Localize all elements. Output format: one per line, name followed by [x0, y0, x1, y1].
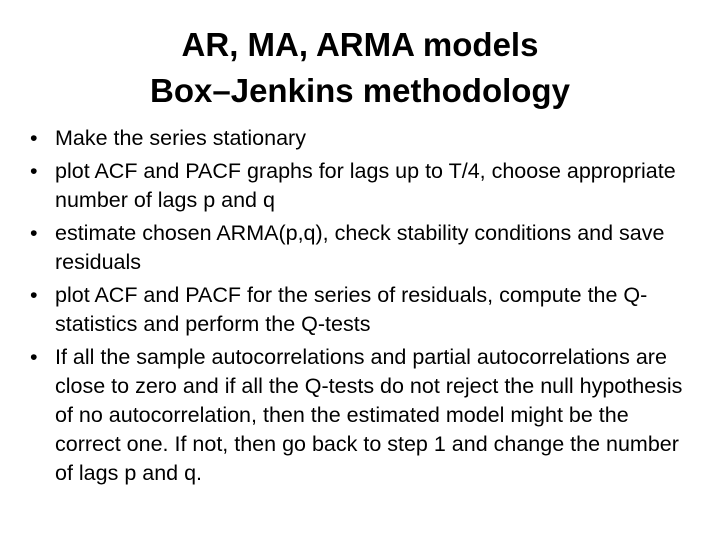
title-line-1: AR, MA, ARMA models: [181, 26, 539, 63]
bullet-item: [30, 343, 698, 488]
bullet-text: If all the sample autocorrelations and partial autocorrelations are close to zero and if all the Q-tests do not reject the null hypothesis of no autocorrelation, then the estimated model might be the correct one. If not, then go back to step 1 and change the number of lags p and q.: [55, 345, 683, 485]
bullet-icon: •: [30, 159, 38, 183]
bullet-icon: •: [30, 221, 38, 245]
bullet-item: [30, 219, 698, 277]
bullet-item: [30, 281, 698, 339]
bullet-item: [30, 124, 698, 153]
bullet-text: estimate chosen ARMA(p,q), check stability conditions and save residuals: [55, 221, 665, 274]
bullet-text: Make the series stationary: [55, 126, 306, 150]
title-line-2: Box–Jenkins methodology: [150, 72, 570, 109]
slide-title: [60, 22, 660, 114]
bullet-icon: •: [30, 283, 38, 307]
bullet-item: [30, 157, 698, 215]
bullet-text: plot ACF and PACF graphs for lags up to T/4, choose appropriate number of lags p and q: [55, 159, 676, 212]
bullet-icon: •: [30, 345, 38, 369]
bullet-list: [30, 124, 698, 492]
bullet-text: plot ACF and PACF for the series of residuals, compute the Q-statistics and perform the Q-tests: [55, 283, 648, 336]
bullet-icon: •: [30, 126, 38, 150]
